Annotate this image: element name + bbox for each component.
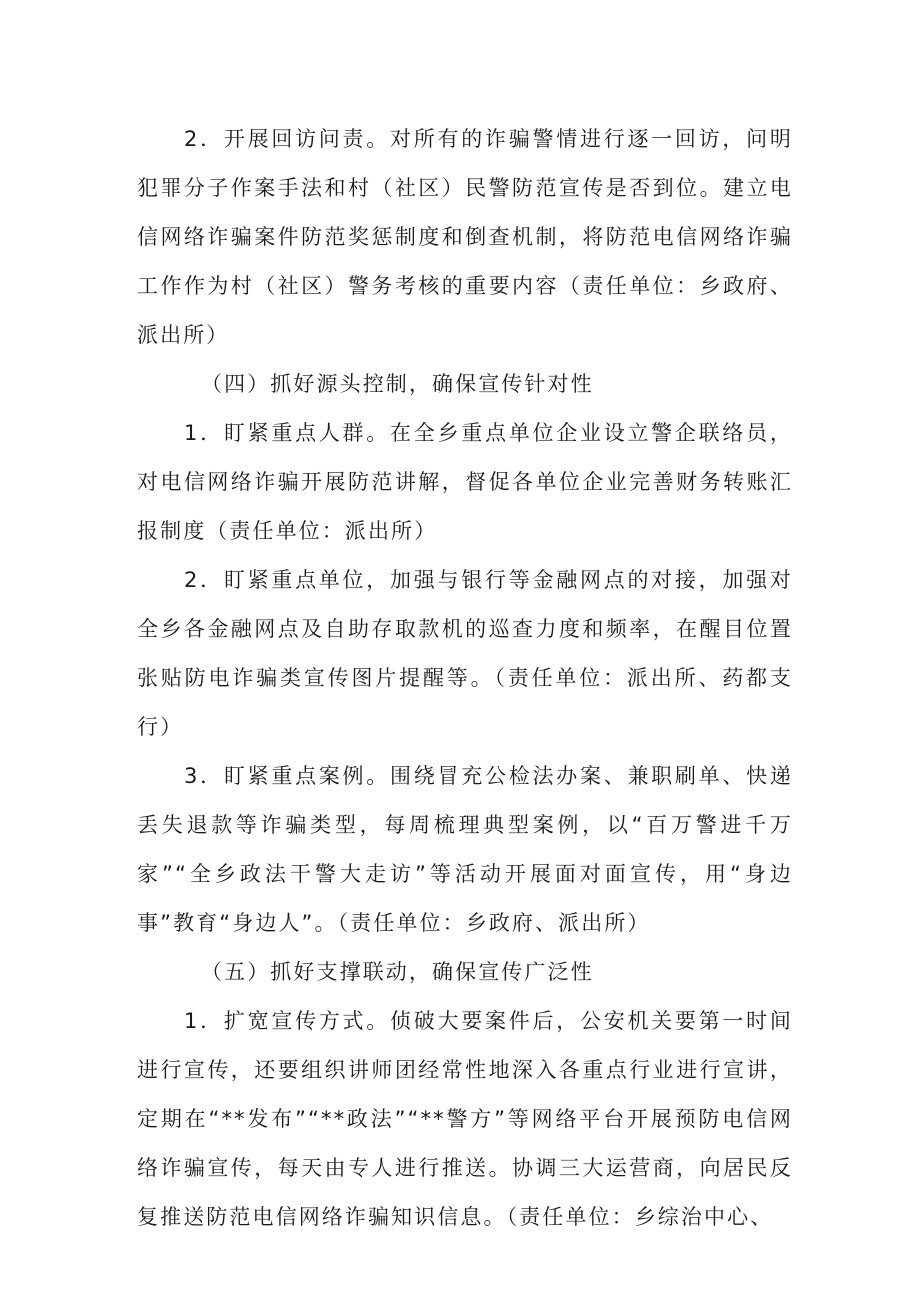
paragraph-key-cases: 3．盯紧重点案例。围绕冒充公检法办案、兼职刷单、快递丢失退款等诈骗类型，每周梳理典型案例，以“百万警进千万家”“全乡政法干警大走访”等活动开展面对面宣传，用“身边事”教育“身边人”。（责任单位：乡政府、派出所） xyxy=(137,764,793,935)
paragraph-return-visit: 2．开展回访问责。对所有的诈骗警情进行逐一回访，问明犯罪分子作案手法和村（社区）民警防范宣传是否到位。建立电信网络诈骗案件防范奖惩制度和倒查机制，将防范电信网络诈骗工作作为村（社区）警务考核的重要内容（责任单位：乡政府、派出所） xyxy=(137,127,793,347)
document-body xyxy=(137,115,793,1242)
paragraph-key-units: 2．盯紧重点单位，加强与银行等金融网点的对接，加强对全乡各金融网点及自助存取款机的巡查力度和频率，在醒目位置张贴防电诈骗类宣传图片提醒等。（责任单位：派出所、药都支行） xyxy=(137,568,793,739)
section-heading-support-linkage: （五）抓好支撑联动，确保宣传广泛性 xyxy=(201,960,594,984)
paragraph-publicity-methods: 1．扩宽宣传方式。侦破大要案件后，公安机关要第一时间进行宣传，还要组织讲师团经常性地深入各重点行业进行宣讲，定期在“**发布”“**政法”“**警方”等网络平台开展预防电信网络诈骗宣传，每天由专人进行推送。协调三大运营商，向居民反复推送防范电信网络诈骗知识信息。（责任单位：乡综治中心、 xyxy=(137,1009,793,1229)
section-heading-source-control: （四）抓好源头控制，确保宣传针对性 xyxy=(201,372,594,396)
paragraph-key-groups: 1．盯紧重点人群。在全乡重点单位企业设立警企联络员，对电信网络诈骗开展防范讲解，督促各单位企业完善财务转账汇报制度（责任单位：派出所） xyxy=(137,421,793,543)
